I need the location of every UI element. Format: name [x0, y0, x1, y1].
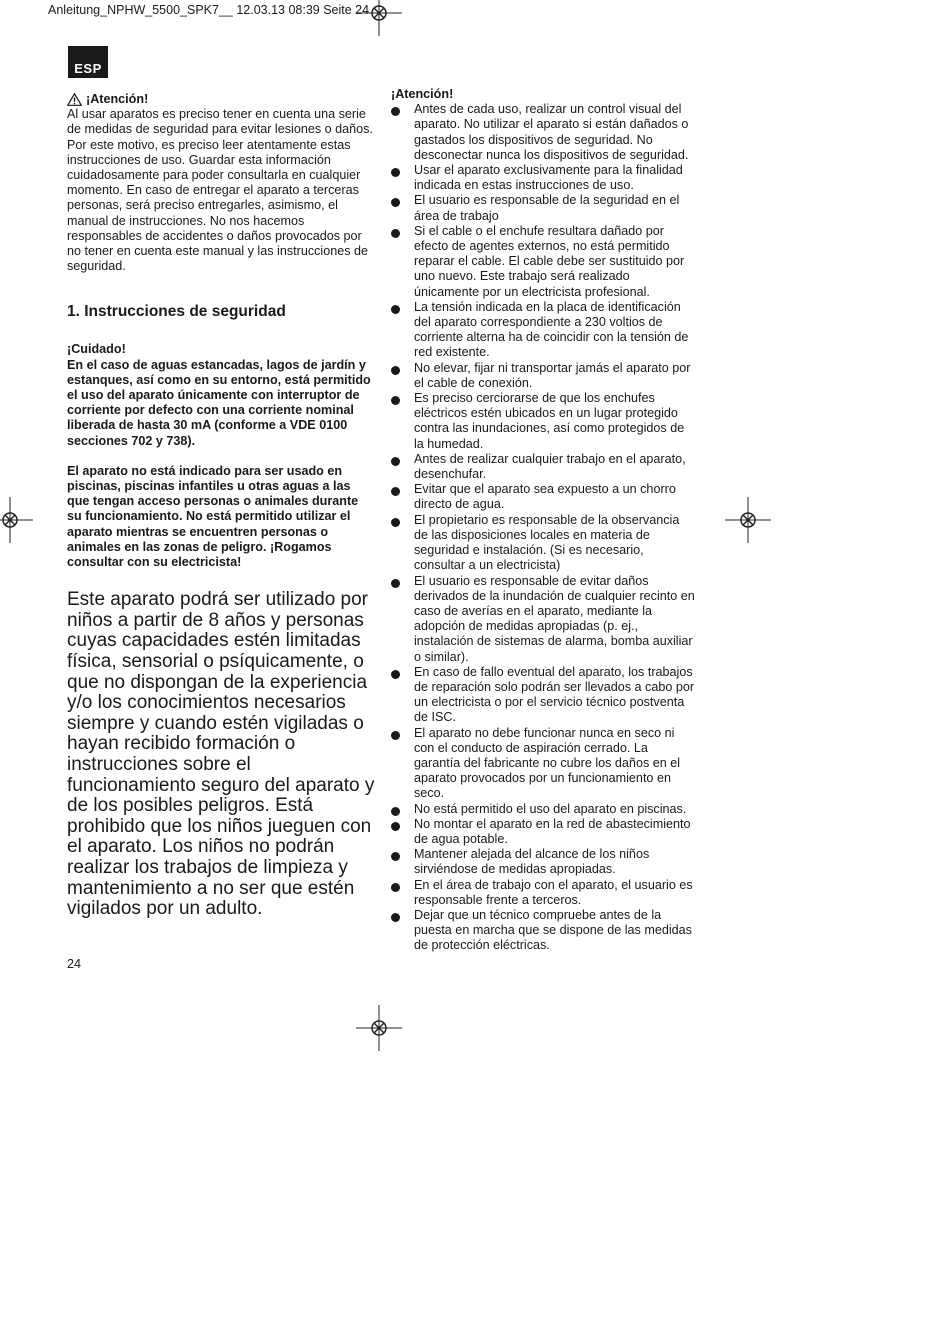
list-item: No montar el aparato en la red de abastecimiento de agua potable. [391, 817, 696, 847]
list-item: En el área de trabajo con el aparato, el usuario es responsable frente a terceros. [391, 878, 696, 908]
list-item: El usuario es responsable de evitar daños derivados de la inundación de cualquier recinto en caso de averías en el aparato, mediante la adopción de medidas apropiadas (p. ej., instalación de sistemas de alarma, bomba auxiliar o similar). [391, 574, 696, 665]
registration-mark-icon [356, 1005, 402, 1051]
list-item: Dejar que un técnico compruebe antes de la puesta en marcha que se dispone de las medidas de protección eléctricas. [391, 908, 696, 954]
list-item: El aparato no debe funcionar nunca en seco ni con el conducto de aspiración cerrado. La garantía del fabricante no cubre los daños en el aparato provocados por un funcionamiento en seco. [391, 726, 696, 802]
list-item: No está permitido el uso del aparato en piscinas. [391, 802, 696, 817]
list-item: En caso de fallo eventual del aparato, los trabajos de reparación solo podrán ser llevados a cabo por un electricista o por el servicio técnico postventa de ISC. [391, 665, 696, 726]
children-notice: Este aparato podrá ser utilizado por niños a partir de 8 años y personas cuyas capacidades estén limitadas física, sensorial o psíquicamente, o que no dispongan de la experiencia y/o los conocimientos necesarios siempre y cuando estén vigiladas o hayan recibido formación o instrucciones sobre el funcionamiento seguro del aparato y de los posibles peligros. Está prohibido que los niños jueguen con el aparato. Los niños no podrán realizar los trabajos de limpieza y mantenimiento a no ser que estén vigilados por un adulto. [67, 589, 375, 920]
list-item: Antes de realizar cualquier trabajo en el aparato, desenchufar. [391, 452, 696, 482]
registration-mark-icon [356, 0, 402, 36]
list-item: Es preciso cerciorarse de que los enchufes eléctricos estén ubicados en un lugar protegido contra las inundaciones, así como protegidos de la humedad. [391, 391, 696, 452]
list-item: Si el cable o el enchufe resultara dañado por efecto de agentes externos, no está permitido reparar el cable. El cable debe ser sustituido por uno nuevo. Este trabajo será realizado únicamente por un electricista profesional. [391, 224, 696, 300]
safety-bullet-list [391, 102, 696, 953]
attention-label: ¡Atención! [86, 92, 149, 106]
list-item: Antes de cada uso, realizar un control visual del aparato. No utilizar el aparato si están dañados o gastados los dispositivos de seguridad. No desconectar nunca los dispositivos de seguridad. [391, 102, 696, 163]
attention-heading [67, 92, 375, 107]
caution-text-2: El aparato no está indicado para ser usado en piscinas, piscinas infantiles u otras aguas a las que tengan acceso personas o animales durante su funcionamiento. No está permitido utilizar el aparato mientras se encuentren personas o animales en las zonas de peligro. ¡Rogamos consultar con su electricista! [67, 463, 359, 570]
list-item: El propietario es responsable de la observancia de las disposiciones locales en materia de seguridad e instalación. (Si es necesario, consultar a un electricista) [391, 513, 696, 574]
registration-mark-icon [725, 497, 771, 543]
list-item: Usar el aparato exclusivamente para la finalidad indicada en estas instrucciones de uso. [391, 163, 696, 193]
right-column [391, 87, 696, 954]
registration-mark-icon [0, 497, 33, 543]
list-item: El usuario es responsable de la seguridad en el área de trabajo [391, 193, 696, 223]
print-header: Anleitung_NPHW_5500_SPK7__ 12.03.13 08:39 Seite 24 [48, 3, 370, 17]
section-title: 1. Instrucciones de seguridad [67, 303, 286, 321]
caution-text-1: En el caso de aguas estancadas, lagos de jardín y estanques, así como en su entorno, está permitido el uso del aparato únicamente con interruptor de corriente por defecto con una corriente nominal liberada de hasta 30 mA (conforme a VDE 0100 secciones 702 y 738). [67, 357, 371, 448]
caution-label: ¡Cuidado! [67, 342, 126, 357]
language-badge: ESP [68, 46, 108, 78]
left-column [67, 92, 375, 920]
list-item: No elevar, fijar ni transportar jamás el aparato por el cable de conexión. [391, 361, 696, 391]
list-item: La tensión indicada en la placa de identificación del aparato correspondiente a 230 voltios de corriente alterna ha de coincidir con la tensión de red existente. [391, 300, 696, 361]
list-item: Evitar que el aparato sea expuesto a un chorro directo de agua. [391, 482, 696, 512]
warning-triangle-icon [67, 93, 82, 106]
list-item: Mantener alejada del alcance de los niños sirviéndose de medidas apropiadas. [391, 847, 696, 877]
page-number: 24 [67, 957, 82, 971]
attention-heading-right: ¡Atención! [391, 87, 454, 101]
attention-text: Al usar aparatos es preciso tener en cuenta una serie de medidas de seguridad para evitar lesiones o daños. Por este motivo, es preciso leer atentamente estas instrucciones de uso. Guardar esta información cuidadosamente para poder consultarla en cualquier momento. En caso de entregar el aparato a terceras personas, será preciso entregarles, asimismo, el manual de instrucciones. No nos hacemos responsables de accidentes o daños provocados por no tener en cuenta este manual y las instrucciones de seguridad. [67, 107, 373, 274]
